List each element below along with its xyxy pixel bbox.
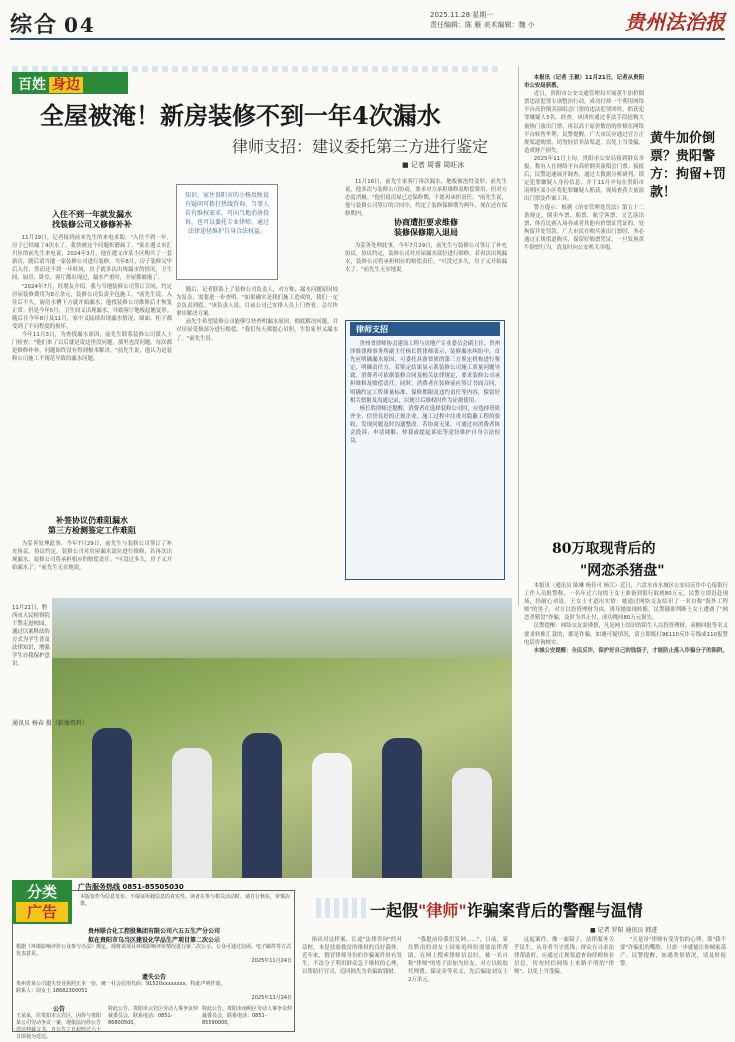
paragraph: 今年11月3日，为查找漏水原因，前先生联系装修公司派人上门检查。"他们来了以后就是说这里没问题，那里也没问题，每次都是修修补补，问题始终没有得到根本解决。"前先生说，他认为是装修公司施工不规范导致的漏水问题。 [12, 332, 172, 363]
paragraph: 为妥善处理此事，今年7月29日，前先生与装修公司签订了补充协议。协议约定，装修公司对房屋漏水部位进行维修，若再次出现漏水，装修公司将承担相应的赔偿责任。"可没过多久，房子又开始漏水了。"前先生无奈地说。 [12, 541, 172, 572]
paragraph: 贵州省律师协会建设工程与房地产专业委员会副主任、贵州泽维律师事务所副主任杨长胜律师表示，装修漏水纠纷中，首先应明确漏水原因，可委托具备资质的第三方鉴定机构进行鉴定，明确责任方。若鉴定结果显示系装修公司施工质量问题导致，消费者可依据装修合同及相关法律规定，要求装修公司承担维修及赔偿责任。同时，消费者在装修前应签订书面合同，明确约定工程质量标准、保修期限及违约责任等内容，保留好相关票据及沟通记录，以便日后维权时作为证据使用。 [350, 341, 500, 404]
photo-person [242, 733, 282, 878]
main-subhead: 律师支招：建议委托第三方进行鉴定 [232, 137, 489, 156]
paragraph: 11月16日，前先生家客厅再次漏水，地板被泡得变形。前先生说，他多次与装修公司协商，要求对方承担维修及赔偿费用，但对方态度消极。"他们说房屋已过保修期，不愿再承担责任。"前先生说，他与装修公司签订的合同中，约定了装修保修期为两年，现在还在保修期内。 [345, 179, 507, 218]
bottom-byline: ■ 记者 罗阳 通讯员 韩进 [590, 927, 658, 934]
ad-hotline: 广告服务热线 0851-85505030 [78, 883, 184, 891]
column-tag [12, 72, 128, 94]
section-2-body [12, 540, 172, 594]
classified-badge [12, 880, 72, 924]
section-3-body [345, 242, 507, 316]
classified-item-body: 根据《环境影响评价公众参与办法》规定，现将该项目环境影响评价情况进行第二次公示。公众可通过信函、电子邮件等方式发表意见。 [16, 944, 292, 957]
section-3-title: 协商遭拒要求维修 装修保修期入退局 [394, 218, 458, 237]
paragraph: 本报讯（通讯员 陈琳 杨佳可 杨江）近日，六盘水市水城区公安局反诈中心接银行工作人员报警称，一名年过六旬的王女士准备到银行取现80万元。民警立即赶赴现场，经耐心劝说，王女士才道出实情：她通过网络交友结识了一名自称"海外工程师"的男子，对方以投资理财为由，诱导她取现转账。民警随即判断王女士遭遇了"网恋杀猪盘"诈骗，及时为其止付，成功挽回80万元损失。 [524, 583, 728, 622]
paragraph: 指出对这样案，长途"法律咨询"的对话框，本是扶弱救贫的维权的良好载体。近年来，假冒律师身份的诈骗案件时有发生，不法分子利用群众急于维权的心理，以帮助打官司、追回损失为名骗取钱财。 [302, 937, 402, 976]
photo-person [312, 753, 352, 878]
paragraph: 水城公安提醒：全民反诈，保护好自己的钱袋子，才能防止落入诈骗分子的陷阱。 [533, 647, 728, 654]
photo-credit: 通讯员 杨春 摄（影像资料） [12, 720, 88, 727]
classified-item-title: 贵州联合化工控股集团有限公司六五五生产分公司 [87, 928, 220, 935]
section-2-title: 补签协议仍难阻漏水 第三方检测鉴定工作难阻 [48, 516, 136, 535]
paragraph: 2025年11月上旬，贵阳市公安局接到群众举报，称有人在网络平台高价倒卖演唱会门票。接报后，民警迅速展开调查，通过大数据分析研判，锁定犯罪嫌疑人身份信息，并于11月中旬在贵阳市南明区某小区将犯罪嫌疑人抓获，现场查获大量演出门票及作案工具。 [524, 155, 644, 203]
bottom-col-1 [302, 936, 402, 1036]
paragraph: 为妥善处理此事，今年7月29日，前先生与装修公司签订了补充协议。协议约定，装修公司对房屋漏水部位进行维修，若再次出现漏水，装修公司将承担相应的赔偿责任。"可没过多久，房子又开始漏水了。"前先生无奈地说。 [345, 243, 507, 274]
classified-item-4: 特此公告。贵阳市云岩区劳动人事争议仲裁委员会，联系电话：0851-86800500。 [108, 1006, 199, 1026]
photo-person [382, 738, 422, 878]
right-article-byline: 本报讯（记者 王毅）11月21日，记者从贵阳市公安局获悉， [524, 75, 644, 90]
column-tag-right: 身边 [49, 77, 83, 93]
photo-person [92, 728, 132, 878]
masthead-rule [10, 38, 725, 40]
column-divider [518, 66, 519, 606]
column-tag-left: 百姓 [18, 77, 46, 93]
paragraph: 近日，贵阳市公安交通管理局开展黄牛加价倒票违法犯罪专项整治行动，成功打掉一个利用网络平台高价倒卖演唱会门票的违法犯罪团伙，抓获犯罪嫌疑人5名。经查，该团伙通过非法手段抢购大量热门演出门票，再以高于原价数倍的价格在网络平台转售牟利。民警提醒，广大市民应通过官方正规渠道购票，切勿轻信非法渠道，以免上当受骗，造成财产损失。 [524, 91, 644, 154]
photo-caption-text: 11月21日，黔西市人民检察院干警走进校园，通过以案释法的方式为学生普及法律知识，增强学生自我保护意识。 [12, 605, 50, 667]
classified-item-body: 贵州省某公司遗失营业执照正本一份，统一社会信用代码：91520xxxxxxxx，特此声明作废。 [16, 981, 226, 987]
classified-item-title: 遗失公告 [141, 974, 166, 981]
masthead-info [430, 10, 535, 30]
paragraph: 民警提醒：网络交友需谨慎，凡是网上结识的陌生人以投资理财、高额回报等名义要求转账汇款的，都是诈骗。如遇可疑情况，请立即拨打96110反诈专线或110报警电话咨询核实。 [524, 623, 728, 646]
newspaper-logo: 贵州法治报 [625, 10, 725, 34]
masthead-date: 2025.11.28 星期一 [430, 11, 494, 19]
masthead-editors: 责任编辑：陈 雁 美术编辑：魏 小 [430, 21, 535, 29]
bottom-col-2 [408, 936, 508, 1036]
main-headline: 全屋被淹！新房装修不到一年4次漏水 [40, 101, 441, 130]
photo-sky [52, 598, 512, 658]
headline-pattern [316, 898, 366, 918]
paragraph: 这起案件，像一面镜子。法律服务关乎民生，从业者当守底线；群众在寻求法律帮助时，应通过正规渠道查询律师执业信息，切勿轻信网络上来路不明的"律师"，以免上当受骗。 [514, 937, 614, 976]
paragraph: 杨长胜律师还提醒，消费者在选择装修公司时，应选择资质齐全、信誉良好的正规企业，施工过程中注重对隐蔽工程的验收，发现问题及时沟通整改。若协商无果，可通过向消费者协会投诉、申请调解、仲裁或提起诉讼等途径维护自身合法权益。 [350, 405, 500, 445]
paragraph: "天是吊"律师有受害怕的心理，那"我不要"诈骗犯的嘴脸，只需一步就能让你倾家荡产。民警提醒，如遇类似情况，请及时报警。 [620, 937, 726, 968]
classified-item-1 [16, 926, 292, 965]
classified-item-subtitle: 拟在贵阳市乌当区建设化学品生产项目第二次公示 [87, 937, 220, 944]
main-byline: ■ 记者 周睿 周旺冰 [402, 161, 465, 169]
paragraph: 前先生希望装修公司能够尽快查明漏水原因，彻底解决问题，并对房屋受损部分进行赔偿。"我们每天都提心吊胆，生怕家里又漏水了。"前先生说。 [176, 319, 338, 342]
paragraph: 11月19日，记者接到前来先生的来电求助。"入住不到一年，房子已经漏了4次水了，我快被这个问题折磨疯了。"家在遵义市汇川区的前先生来电说，2024年3月，他在遵义市某小区购买了一套新房，随后请当地一家装修公司进行装修。当年8月，房子装修完毕后入住，然而还不到一年时间，房子就多次出现漏水的情况，卫生间、厨房、卧室、客厅都出现过，漏水严重时，全屋都被淹了。 [12, 235, 172, 282]
spacer [52, 606, 53, 607]
pull-quote: 知识、家住贵阳市的小杨反映说有疑问可拨打热线咨询，当事人若有维权需求，可向当地消协投诉，也可以委托专业律师，通过法律途径维护自身合法权益。 [176, 184, 278, 280]
lawyer-tips-body [350, 340, 500, 576]
classified-item-5: 特此公告。贵阳市南明区劳动人事争议仲裁委员会，联系电话：0851-85590000。 [202, 1006, 293, 1026]
bottom-headline: 一起假"律师"诈骗案背后的警醒与温情 [370, 901, 643, 920]
classified-item-3 [16, 1004, 102, 1040]
section-3-intro [345, 178, 507, 218]
classified-badge-top: 分类 [26, 883, 57, 901]
lawyer-tips-title: 律师支招 [350, 322, 500, 336]
section-1-body [12, 234, 172, 512]
right-article-headline: 黄牛加价倒票？贵阳警方：拘留+罚款！ [650, 131, 726, 200]
bottom-col-4 [620, 936, 726, 1036]
classified-item-title: 公告 [52, 1006, 65, 1013]
section-2-continued [176, 286, 338, 594]
page-number: 04 [64, 13, 96, 37]
section-1-title: 入住不到一年就发漏水 找装修公司又修修补补 [52, 210, 132, 229]
paragraph: 随后，记者联系上了装修公司负责人，对方称，漏水问题原因较为复杂，需要进一步查明。"如果确实是我们施工造成的，我们一定会负责到底。"该负责人说，目前公司已安排人员上门查看，会尽快拿出解决方案。 [176, 287, 338, 318]
bottom-col-3 [514, 936, 614, 1036]
classified-item-date: 2025年11月24日 [251, 958, 292, 964]
section-title: 综合 04 [10, 12, 96, 38]
classified-item-contact: 联系人：周女士 18682300051 [16, 988, 88, 994]
fraud-article-body [524, 582, 728, 882]
paragraph: 警方提示：根据《治安管理处罚法》第五十二条规定，倒卖车票、船票、航空客票、文艺演出票、体育比赛入场券或者其他有价票证凭证的，处拘留并处罚款。广大市民在购买演出门票时，务必通过正规渠道购买，保留好购票凭证，一旦发现黄牛倒票行为，请及时向公安机关举报。 [524, 204, 644, 251]
news-photo [52, 598, 512, 878]
right-article-body [524, 74, 644, 514]
classified-notice: 本版仅作为信息发布，不保证所载信息的真实性。读者在参与相关活动时，请自行核实，审慎决策。 [80, 894, 291, 907]
photo-person [452, 768, 492, 878]
classified-item-date: 2025年11月24日 [251, 995, 292, 1001]
photo-person [172, 748, 212, 878]
fraud-subheadline: "网恋杀猪盘" [580, 563, 665, 579]
classified-badge-bottom: 广告 [16, 902, 68, 922]
classified-item-2 [16, 972, 292, 1002]
paragraph: "我提前给我们发网……"，日前，家住黔南的刘女士因家庭纠纷需要法律帮助，在网上搜索律师信息时，被一名自称"律师"的男子添加为好友。对方以收取代理费、保证金等名义，先后骗取刘女士2万余元。 [408, 937, 508, 984]
fraud-headline: 80万取现背后的 [552, 541, 656, 557]
classified-item-body: 王某某，住贵阳市云岩区，因你与贵阳某公司劳动争议一案，现依法向你公告送达仲裁文书，自公告之日起经过六十日即视为送达。 [16, 1013, 102, 1040]
paragraph: "2024年7月，经朋友介绍，我与当地装修公司签订合同，约定房屋装修费用为8万余元，装修公司负责全包施工。"前先生说，入住后不久，厨房水槽下方就开始漏水，他找装修公司维修后才恢复正常。但是今年5月，卫生间又出现漏水，导致客厅地板起翘变形。随后在今年8月及11月，家中又陆续出现漏水情况，墙面、柜子都受到了不同程度的损坏。 [12, 283, 172, 331]
